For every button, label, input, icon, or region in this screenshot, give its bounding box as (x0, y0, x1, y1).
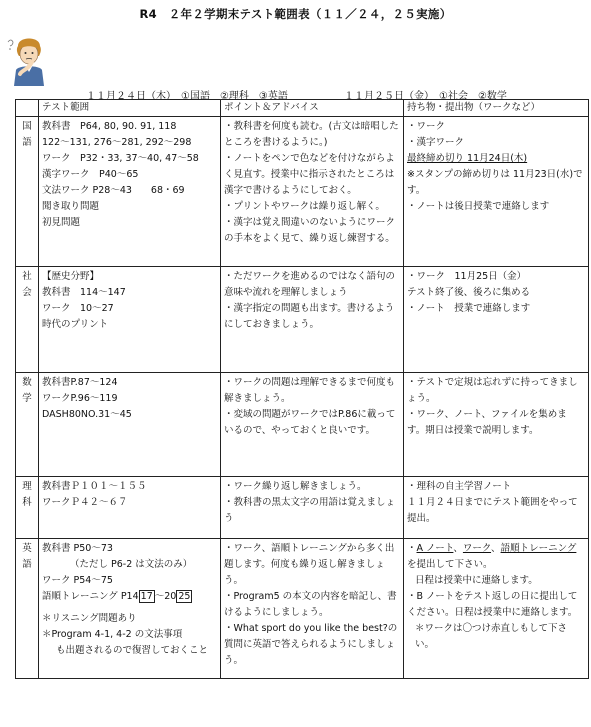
items-cell: ・テストで定規は忘れずに持ってきましょう。 ・ワーク、ノート、ファイルを集めます。期日は授業で説明します。 (404, 373, 589, 477)
items-cell: ・ワーク 11月25日（金） テスト終了後、後ろに集める ・ノート 授業で連絡します (404, 267, 589, 373)
advice-cell: ・ワークの問題は理解できるまで何度も解きましょう。 ・変域の問題がワークではP.86に載っているので、やっておくと良いです。 (221, 373, 404, 477)
deadline-text: 最終締め切り 11月24日(木) (407, 153, 528, 164)
subject-cell: 国 語 (16, 117, 39, 267)
items-cell: ・理科の自主学習ノート １１月２４日までにテスト範囲をやって提出。 (404, 477, 589, 539)
boxed-page-17: 17 (140, 591, 153, 602)
header-subject (16, 100, 39, 117)
table-row-japanese (16, 117, 589, 267)
advice-cell: ・ワーク、語順トレーニングから多く出題します。何度も繰り返し解きましょう。 ・Program5 の本文の内容を暗記し、書けるようにしましょう。 ・What sport do you like the best?の質問に英語で答えられるようにしましょう。 (221, 539, 404, 679)
subject-cell: 理 科 (16, 477, 39, 539)
schedule-day1: １１月２４日（木） ①国語 ②理科 ③英語 (86, 91, 288, 102)
subject-cell: 社 会 (16, 267, 39, 373)
table-row-math (16, 373, 589, 477)
items-cell: ・A ノート、ワーク、語順トレーニングを提出して下さい。 日程は授業中に連絡します。 ・B ノートをテスト返しの日に提出してください。日程は授業中に連絡します。 ＊ワークは〇つけ赤直しもして下さい。 (404, 539, 589, 679)
advice-cell: ・ただワークを進めるのではなく語句の意味や流れを理解しましょう ・漢字指定の問題も出ます。書けるようにしておきましょう。 (221, 267, 404, 373)
advice-cell: ・教科書を何度も読む。(古文は暗唱したところを書けるように。) ・ノートをペンで色などを付けながらよく見直す。授業中に指示されたところは漢字で書けるようにしておく。 ・プリントやワークは繰り返し解く。 ・漢字は覚え間違いのないようにワークの手本をよく見て、繰り返し練習する。 (221, 117, 404, 267)
range-cell: 教科書 P64, 80, 90. 91, 118 122～131, 276～281, 292～298 ワーク P32・33, 37～40, 47～58 漢字ワーク P40～65 文法ワーク P28～43 68・69 聞き取り問題 初見問題 (39, 117, 221, 267)
table-header-row (16, 100, 589, 117)
word-order-training-line: 語順トレーニング P14 17 ～20 25 (42, 591, 191, 602)
page-title: R4 ２年２学期末テスト範囲表（１１／２４，２５実施） (139, 7, 452, 21)
subject-cell: 数 学 (16, 373, 39, 477)
header-items: 持ち物・提出物（ワークなど） (404, 100, 589, 117)
submission-line: ・A ノート、ワーク、語順トレーニングを提出して下さい。 (407, 543, 577, 570)
range-cell: 教科書Ｐ１０１～１５５ ワークＰ４２～６７ (39, 477, 221, 539)
table-row-english (16, 539, 589, 679)
items-cell: ・ワーク ・漢字ワーク 最終締め切り 11月24日(木) ※スタンプの締め切りは 11月23日(水)です。 ・ノートは後日授業で連絡します (404, 117, 589, 267)
range-cell: 【歴史分野】 教科書 114～147 ワーク 10～27 時代のプリント (39, 267, 221, 373)
range-cell: 教科書 P50～73 （ただし P6-2 は文法のみ） ワーク P54～75 語順トレーニング P14 17 ～20 25 ＊リスニング問題あり ＊Program 4-1, 4-2 の文法事項 も出題されるので復習しておくこと (39, 539, 221, 679)
table-row-social (16, 267, 589, 373)
range-cell: 教科書P.87～124 ワークP.96～119 DASH80NO.31～45 (39, 373, 221, 477)
header-advice: ポイント＆アドバイス (221, 100, 404, 117)
schedule-day2: １１月２５日（金） ①社会 ②数学 (344, 91, 507, 102)
thinking-boy-illustration (6, 34, 52, 86)
subject-cell: 英 語 (16, 539, 39, 679)
boxed-page-25: 25 (178, 591, 191, 602)
advice-cell: ・ワーク繰り返し解きましょう。 ・教科書の黒太文字の用語は覚えましょう (221, 477, 404, 539)
table-row-science (16, 477, 589, 539)
header-range: テスト範囲 (39, 100, 221, 117)
test-range-table (15, 99, 589, 679)
